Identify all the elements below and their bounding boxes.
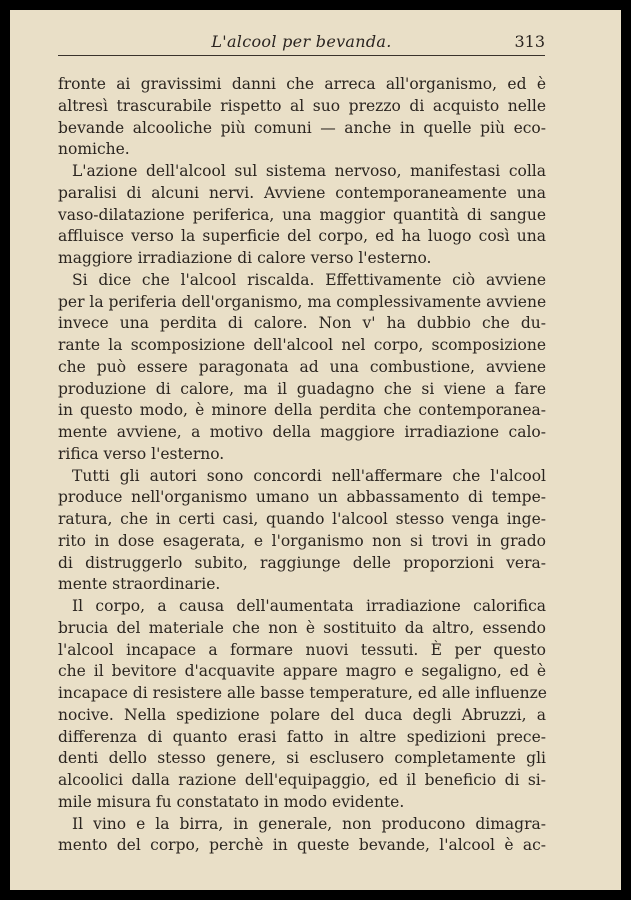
text-line: mente straordinarie. (58, 575, 221, 594)
text-line: per la periferia dell'organismo, ma complessivamente avviene (58, 292, 547, 311)
text-line: invece una perdita di calore. Non v' ha dubbio che du- (58, 314, 546, 333)
text-line: Tutti gli autori sono concordi nell'affermare che l'alcool (72, 466, 546, 485)
text-line: produce nell'organismo umano un abbassamento di tempe- (58, 488, 546, 507)
text-line: differenza di quanto erasi fatto in altre spedizioni prece- (58, 727, 546, 746)
paragraph (58, 466, 546, 597)
text-line: denti dello stesso genere, si esclusero completamente gli (58, 749, 546, 768)
text-line: maggiore irradiazione di calore verso l'esterno. (58, 249, 432, 267)
text-line: affluisce verso la superficie del corpo, ed ha luogo così una (58, 227, 546, 246)
text-line: fronte ai gravissimi danni che arreca all'organismo, ed è (58, 75, 546, 93)
text-line: brucia del materiale che non è sostituito da altro, essendo (58, 618, 546, 637)
paragraph (58, 270, 546, 466)
text-line: paralisi di alcuni nervi. Avviene contemporaneamente una (58, 183, 546, 202)
paragraph (58, 74, 546, 161)
text-line: vaso-dilatazione periferica, una maggior quantità di sangue (58, 205, 546, 224)
text-line: mente avviene, a motivo della maggiore irradiazione calo- (58, 423, 546, 441)
running-title: L'alcool per bevanda. (211, 32, 392, 51)
paragraph (58, 161, 546, 270)
text-line: L'azione dell'alcool sul sistema nervoso, manifestasi colla (72, 162, 546, 180)
text-line: mento del corpo, perchè in queste bevande, l'alcool è ac- (58, 836, 546, 855)
text-line: che può essere paragonata ad una combustione, avviene (58, 357, 546, 376)
text-line: altresì trascurabile rispetto al suo prezzo di acquisto nelle (58, 96, 546, 115)
text-line: di distruggerlo subito, raggiunge delle proporzioni vera- (58, 553, 546, 572)
page-number: 313 (514, 32, 545, 51)
text-line: incapace di resistere alle basse temperature, ed alle influenze (58, 684, 547, 702)
text-line: mile misura fu constatato in modo evidente. (58, 792, 405, 811)
text-line: ratura, che in certi casi, quando l'alcool stesso venga inge- (58, 510, 546, 528)
text-line: Il vino e la birra, in generale, non producono dimagra- (72, 814, 546, 833)
text-line: che il bevitore d'acquavite appare magro e segaligno, ed è (58, 662, 546, 681)
paragraph (58, 596, 546, 814)
text-line: Il corpo, a causa dell'aumentata irradiazione calorifica (72, 597, 546, 615)
text-line: rito in dose esagerata, e l'organismo non si trovi in grado (58, 531, 546, 550)
header-rule (58, 55, 545, 56)
paragraph (58, 814, 546, 858)
text-line: nomiche. (58, 140, 130, 159)
text-line: rante la scomposizione dell'alcool nel corpo, scomposizione (58, 336, 546, 354)
text-line: in questo modo, è minore della perdita che contemporanea- (58, 401, 546, 420)
book-page (10, 10, 621, 890)
text-line: l'alcool incapace a formare nuovi tessuti. È per questo (58, 640, 546, 659)
text-line: nocive. Nella spedizione polare del duca degli Abruzzi, a (58, 705, 546, 724)
text-line: produzione di calore, ma il guadagno che si viene a fare (58, 379, 546, 398)
text-line: alcoolici dalla razione dell'equipaggio, ed il beneficio di si- (58, 771, 546, 789)
text-line: rifica verso l'esterno. (58, 444, 225, 463)
body-text (58, 74, 546, 857)
text-line: Si dice che l'alcool riscalda. Effettivamente ciò avviene (72, 270, 546, 289)
text-line: bevande alcooliche più comuni — anche in quelle più eco- (58, 118, 546, 137)
page-header (58, 30, 545, 58)
